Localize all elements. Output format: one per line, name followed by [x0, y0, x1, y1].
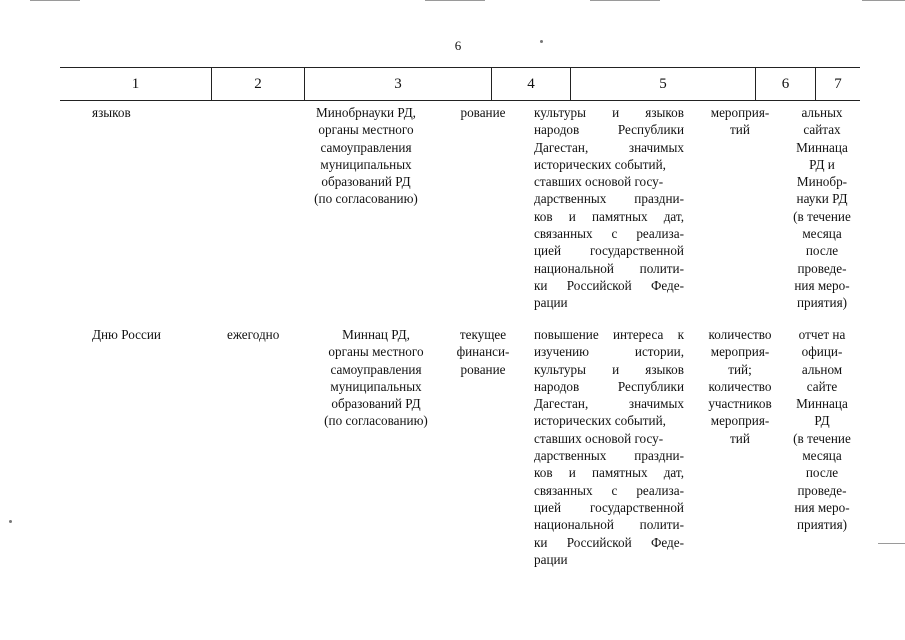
word: Республики [617, 122, 684, 138]
word: с [611, 226, 618, 242]
word: значимых [628, 139, 684, 155]
word: исторических событий, [534, 156, 666, 172]
column-header-6: 6 [755, 68, 815, 100]
text-line: количество [708, 378, 772, 394]
word: дарственных [534, 191, 607, 207]
text-line [534, 139, 684, 156]
word: памятных [591, 208, 648, 224]
word: народов [534, 122, 580, 138]
word: ставших основой госу- [534, 430, 664, 446]
word: праздни- [634, 448, 684, 464]
word: с [611, 482, 618, 498]
text-line [534, 294, 684, 311]
word: народов [534, 378, 580, 394]
text-line: органы местного [318, 122, 414, 138]
word: Республики [617, 378, 684, 394]
text-line [534, 277, 684, 294]
text-line: сайтах [803, 122, 841, 138]
row1-description [534, 104, 684, 312]
page-number: 6 [454, 38, 462, 53]
word: Дагестан, [534, 139, 589, 155]
text-line: муниципальных [320, 156, 412, 172]
word: дарственных [534, 448, 607, 464]
text-line [534, 412, 684, 429]
text-line: Миннац РД, [342, 327, 410, 342]
column-header-4: 4 [491, 68, 570, 100]
text-line: мероприя- [710, 344, 770, 360]
word: связанных [534, 226, 593, 242]
text-line [534, 242, 684, 259]
text-line [534, 326, 684, 343]
text-line: отчет на [798, 327, 846, 342]
column-header-2: 2 [211, 68, 304, 100]
word: изучению [534, 344, 590, 360]
word: реализа- [636, 482, 684, 498]
text-line: финанси- [456, 344, 510, 360]
text-line: месяца [802, 448, 842, 464]
word: и [568, 208, 576, 224]
text-line: альном [801, 361, 843, 377]
word: полити- [639, 260, 684, 276]
text-line [534, 395, 684, 412]
text-line: после [805, 465, 839, 481]
text-line: рование [460, 361, 506, 377]
text-line [534, 551, 684, 568]
scan-artifact-line [30, 0, 80, 1]
scan-artifact-line [590, 0, 660, 1]
text-line [534, 225, 684, 242]
word: рации [534, 551, 568, 567]
word: ки [534, 277, 548, 293]
word: значимых [628, 396, 684, 412]
row1-responsible [296, 104, 436, 208]
text-line [534, 156, 684, 173]
word: языков [645, 105, 684, 120]
word: ков [534, 208, 553, 224]
text-line [534, 361, 684, 378]
word: национальной [534, 260, 614, 276]
row2-event-name: Дню России [92, 327, 161, 342]
word: культуры [534, 361, 586, 377]
word: национальной [534, 517, 614, 533]
word: ки [534, 534, 548, 550]
text-line: мероприя- [710, 105, 770, 120]
column-header-1: 1 [131, 75, 140, 92]
text-line: (по согласованию) [314, 191, 418, 207]
word: государственной [590, 499, 684, 515]
text-line [534, 378, 684, 395]
word: языков [645, 361, 684, 377]
text-line: (по согласованию) [324, 413, 428, 429]
table-header-row [60, 67, 860, 101]
text-line: муниципальных [330, 378, 422, 394]
word: ставших основой госу- [534, 174, 664, 190]
column-header-5: 5 [570, 68, 755, 100]
text-line [534, 482, 684, 499]
text-line: Минобрнауки РД, [316, 105, 416, 120]
scan-artifact-line [862, 0, 905, 1]
word: государственной [590, 243, 684, 259]
word: и [612, 361, 620, 377]
text-line: участников [708, 396, 772, 412]
text-line: количество [708, 327, 772, 342]
text-line: месяца [802, 226, 842, 242]
text-line: РД [814, 413, 830, 429]
word: Российской [566, 534, 632, 550]
text-line: науки РД [796, 191, 848, 207]
text-line [534, 121, 684, 138]
column-header-7: 7 [815, 68, 860, 100]
text-line: (в течение [793, 430, 851, 446]
word: дат, [663, 465, 684, 481]
text-line: ния меро- [794, 277, 850, 293]
row2-report [782, 326, 862, 534]
text-line: проведе- [797, 482, 847, 498]
scan-speck [540, 40, 543, 43]
word: Феде- [650, 277, 684, 293]
text-line [534, 104, 684, 121]
word: праздни- [634, 191, 684, 207]
text-line [534, 190, 684, 207]
row2-indicators [698, 326, 782, 447]
text-line: тий; [728, 361, 752, 377]
word: полити- [639, 517, 684, 533]
text-line [534, 499, 684, 516]
word: цией [534, 499, 562, 515]
word: реализа- [636, 226, 684, 242]
row1-event-name: языков [92, 105, 131, 120]
text-line: тий [730, 122, 750, 138]
text-line: образований РД [331, 396, 421, 412]
text-line [534, 430, 684, 447]
word: и [568, 465, 576, 481]
text-line: приятия) [796, 517, 848, 533]
row2-description [534, 326, 684, 568]
scan-artifact-line [878, 543, 905, 544]
word: Дагестан, [534, 396, 589, 412]
row2-periodicity: ежегодно [227, 327, 280, 342]
text-line: Миннаца [796, 139, 848, 155]
row1-report [782, 104, 862, 312]
text-line: рование [460, 105, 506, 120]
text-line: Минобр- [796, 174, 848, 190]
text-line: приятия) [796, 295, 848, 311]
word: памятных [591, 465, 648, 481]
text-line: тий [730, 430, 750, 446]
word: рации [534, 295, 568, 311]
text-line: органы местного [328, 344, 424, 360]
text-line: ния меро- [794, 499, 850, 515]
text-line: РД и [809, 156, 835, 172]
text-line: образований РД [321, 174, 411, 190]
word: дат, [663, 208, 684, 224]
text-line [534, 343, 684, 360]
word: Российской [566, 277, 632, 293]
text-line: после [805, 243, 839, 259]
text-line [534, 447, 684, 464]
text-line: альных [801, 105, 843, 120]
word: Феде- [650, 534, 684, 550]
word: повышение [534, 327, 599, 342]
text-line [534, 534, 684, 551]
row2-financing [446, 326, 520, 378]
word: истории, [634, 344, 684, 360]
text-line: Миннаца [796, 396, 848, 412]
text-line: самоуправления [320, 139, 412, 155]
row1-financing [446, 104, 520, 121]
text-line [534, 173, 684, 190]
word: интереса [612, 327, 664, 342]
word: к [677, 327, 684, 342]
word: ков [534, 465, 553, 481]
word: связанных [534, 482, 593, 498]
text-line [534, 260, 684, 277]
word: культуры [534, 105, 586, 120]
word: цией [534, 243, 562, 259]
text-line: сайте [806, 378, 838, 394]
word: исторических событий, [534, 413, 666, 429]
row2-responsible [306, 326, 446, 430]
row1-indicator [698, 104, 782, 139]
text-line [534, 464, 684, 481]
text-line: текущее [459, 327, 507, 342]
text-line: (в течение [793, 208, 851, 224]
word: и [612, 105, 620, 120]
text-line: проведе- [797, 260, 847, 276]
text-line: мероприя- [710, 413, 770, 429]
scan-artifact-line [425, 0, 485, 1]
column-header-3: 3 [304, 68, 491, 100]
text-line [534, 516, 684, 533]
text-line: самоуправления [330, 361, 422, 377]
text-line [534, 208, 684, 225]
text-line: офици- [801, 344, 843, 360]
scan-speck [9, 520, 12, 523]
